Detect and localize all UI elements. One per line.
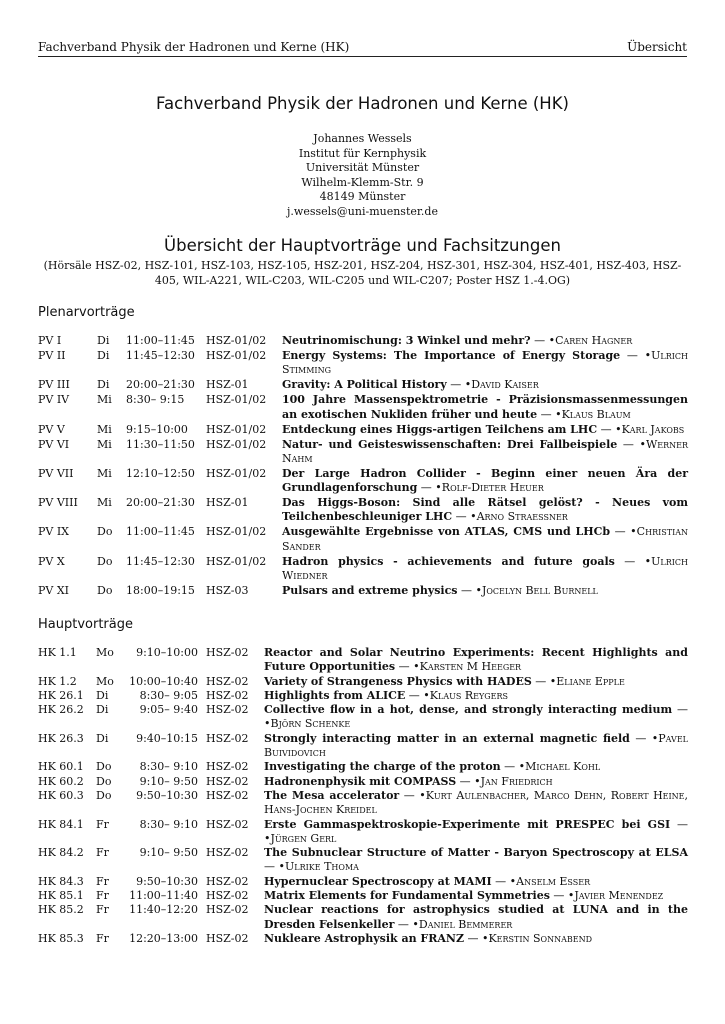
speaker-separator: — •: [491, 874, 517, 888]
talk-title: Collective flow in a hot, dense, and strongly interacting medium: [264, 703, 673, 717]
session-room: HSZ-02: [206, 760, 249, 774]
session-time: 9:10–10:00: [136, 646, 198, 659]
talk-title: Energy Systems: The Importance of Energy Storage: [282, 348, 621, 362]
haupt-row: [38, 675, 688, 689]
talk-title: Pulsars and extreme physics: [282, 583, 458, 597]
talk-entry: [282, 423, 688, 437]
speaker-separator: — •: [549, 889, 575, 903]
session-id: PV X: [38, 554, 65, 568]
session-day: Fr: [96, 817, 109, 831]
talk-entry: [282, 584, 688, 598]
session-day: Di: [97, 348, 110, 362]
haupt-row: [38, 646, 688, 675]
session-room: HSZ-01/02: [206, 348, 267, 362]
talk-title: Der Large Hadron Collider - Beginn einer neuen Ära der Grundlagenforschung: [282, 466, 688, 495]
speaker-name: David Kaiser: [471, 378, 539, 392]
talk-entry: [264, 889, 688, 903]
speaker-separator: — •: [405, 688, 430, 702]
address-line: Institut für Kernphysik: [298, 146, 427, 160]
talk-title: Hypernuclear Spectroscopy at MAMI: [264, 874, 492, 888]
session-day: Mi: [97, 393, 112, 407]
plenar-row: [38, 525, 688, 554]
speaker-name: Javier Menendez: [574, 889, 664, 903]
talk-title: Hadron physics - achievements and future goals: [282, 554, 615, 568]
talk-entry: [264, 903, 688, 932]
talk-entry: [282, 438, 688, 467]
session-id: HK 1.1: [38, 646, 77, 659]
session-room: HSZ-02: [206, 903, 249, 917]
plenar-row: [38, 496, 688, 525]
talk-title: The Subnuclear Structure of Matter - Baryon Spectroscopy at ELSA: [264, 846, 688, 860]
talk-title: Strongly interacting matter in an external magnetic field: [264, 731, 630, 745]
talk-entry: [264, 689, 688, 703]
session-time: 8:30– 9:05: [139, 688, 198, 702]
running-header-left: Fachverband Physik der Hadronen und Kerne (HK): [38, 40, 350, 54]
session-time: 11:45–12:30: [126, 348, 195, 362]
speaker-separator: — •: [264, 703, 688, 731]
talk-title: Das Higgs-Boson: Sind alle Rätsel gelöst? - Neues vom Teilchenbeschleuniger LHC: [282, 496, 688, 524]
address-block: [0, 132, 725, 220]
speaker-name: Kerstin Sonnabend: [488, 931, 593, 945]
session-time: 9:50–10:30: [136, 788, 198, 802]
session-id: HK 84.1: [38, 817, 84, 831]
session-day: Fr: [96, 903, 109, 917]
plenar-row: [38, 349, 688, 378]
session-time: 11:30–11:50: [126, 437, 195, 451]
speaker-separator: — •: [500, 760, 526, 774]
haupt-row: [38, 846, 688, 875]
session-room: HSZ-02: [206, 931, 249, 945]
session-day: Do: [97, 583, 113, 597]
session-room: HSZ-02: [206, 646, 249, 659]
session-id: HK 85.3: [38, 931, 84, 945]
speaker-name: Ulrich Wiedner: [282, 554, 688, 582]
speaker-separator: — •: [394, 917, 419, 931]
address-email: j.wessels@uni-muenster.de: [287, 204, 438, 218]
session-room: HSZ-01/02: [206, 466, 267, 480]
session-id: HK 26.2: [38, 703, 84, 717]
session-time: 20:00–21:30: [126, 496, 195, 510]
session-time: 9:40–10:15: [136, 731, 198, 745]
speaker-name: Arno Straessner: [476, 510, 568, 524]
session-day: Mi: [97, 437, 112, 451]
talk-title: Matrix Elements for Fundamental Symmetries: [264, 889, 550, 903]
overview-title: Übersicht der Hauptvorträge und Fachsitzungen: [164, 236, 561, 255]
document-title: Fachverband Physik der Hadronen und Kerne (HK): [156, 94, 569, 113]
speaker-name: Klaus Reygers: [429, 688, 508, 702]
session-room: HSZ-01/02: [206, 437, 267, 451]
talk-entry: [264, 789, 688, 818]
speaker-name: Daniel Bemmerer: [418, 917, 513, 931]
talk-entry: [282, 349, 688, 378]
session-id: HK 60.3: [38, 788, 84, 802]
speaker-name: Christian Sander: [282, 525, 689, 553]
session-room: HSZ-02: [206, 674, 249, 688]
haupt-row: [38, 932, 688, 946]
section-heading-haupt: Hauptvorträge: [38, 617, 133, 632]
session-day: Di: [97, 378, 110, 392]
speaker-separator: — •: [417, 481, 442, 495]
session-room: HSZ-02: [206, 846, 249, 860]
session-time: 8:30– 9:10: [139, 817, 198, 831]
haupt-row: [38, 760, 688, 774]
session-day: Do: [96, 760, 112, 774]
speaker-separator: — •: [399, 788, 426, 802]
session-day: Do: [97, 525, 113, 539]
session-time: 11:00–11:45: [126, 525, 195, 539]
session-id: PV VI: [38, 437, 70, 451]
session-id: PV VII: [38, 466, 74, 480]
haupt-row: [38, 689, 688, 703]
haupt-row: [38, 775, 688, 789]
session-id: PV III: [38, 378, 70, 392]
session-day: Fr: [96, 874, 109, 888]
talk-title: Erste Gammaspektroskopie-Experimente mit PRESPEC bei GSI: [264, 817, 671, 831]
talk-title: Natur- und Geisteswissenschaften: Drei Fallbeispiele: [282, 437, 618, 451]
session-time: 8:30– 9:15: [126, 393, 185, 407]
session-id: PV IV: [38, 393, 70, 407]
session-time: 18:00–19:15: [126, 583, 195, 597]
talk-entry: [264, 703, 688, 732]
talk-title: Highlights from ALICE: [264, 688, 406, 702]
speaker-name: Jan Friedrich: [480, 774, 553, 788]
speaker-name: Michael Kohl: [525, 760, 601, 774]
session-room: HSZ-01/02: [206, 422, 267, 436]
session-time: 9:05– 9:40: [139, 703, 198, 717]
speaker-name: Björn Schenke: [270, 717, 351, 731]
session-time: 11:00–11:40: [129, 889, 198, 903]
session-id: HK 26.1: [38, 688, 84, 702]
header-rule: [38, 56, 687, 57]
speaker-separator: — •: [264, 817, 688, 845]
talk-entry: [264, 875, 688, 889]
plenar-row: [38, 555, 688, 584]
speaker-name: Jocelyn Bell Burnell: [481, 583, 598, 597]
talk-title: Variety of Strangeness Physics with HADES: [264, 674, 532, 688]
speaker-separator: — •: [446, 378, 472, 392]
session-room: HSZ-02: [206, 817, 249, 831]
speaker-name: Werner Nahm: [282, 437, 689, 465]
session-room: HSZ-02: [206, 874, 249, 888]
speaker-separator: — •: [452, 510, 477, 524]
talk-entry: [264, 818, 688, 847]
speaker-separator: — •: [620, 348, 652, 362]
talk-title: Entdeckung eines Higgs-artigen Teilchens am LHC: [282, 422, 598, 436]
speaker-name: Pavel Buividovich: [264, 731, 688, 760]
session-time: 11:45–12:30: [126, 554, 195, 568]
session-day: Di: [96, 688, 109, 702]
session-time: 11:40–12:20: [129, 903, 198, 917]
speaker-separator: — •: [457, 583, 482, 597]
haupt-row: [38, 732, 688, 761]
speaker-name: Jürgen Gerl: [270, 831, 337, 845]
address-line: 48149 Münster: [319, 190, 406, 204]
haupt-row: [38, 703, 688, 732]
session-id: HK 85.1: [38, 889, 84, 903]
haupt-table: [38, 646, 688, 946]
speaker-separator: — •: [610, 525, 637, 539]
talk-title: Ausgewählte Ergebnisse von ATLAS, CMS und LHCb: [282, 525, 611, 539]
session-day: Mi: [97, 422, 112, 436]
session-day: Mo: [96, 674, 114, 688]
session-id: HK 84.2: [38, 846, 84, 860]
talk-title: Nukleare Astrophysik an FRANZ: [264, 931, 464, 945]
talk-entry: [282, 555, 688, 584]
speaker-separator: — •: [537, 407, 562, 421]
speaker-name: Kurt Aulenbacher, Marco Dehn, Robert Heine, Hans-Jochen Kreidel: [264, 788, 688, 817]
plenar-row: [38, 334, 688, 348]
speaker-name: Ulrike Thoma: [285, 860, 359, 874]
session-time: 9:10– 9:50: [139, 846, 198, 860]
talk-entry: [264, 646, 688, 675]
speaker-separator: — •: [614, 554, 652, 568]
session-room: HSZ-02: [206, 731, 249, 745]
session-room: HSZ-01/02: [206, 334, 267, 347]
session-room: HSZ-02: [206, 688, 249, 702]
session-day: Fr: [96, 889, 109, 903]
speaker-name: Rolf-Dieter Heuer: [441, 481, 544, 495]
talk-entry: [264, 775, 688, 789]
talk-title: Neutrinomischung: 3 Winkel und mehr?: [282, 334, 531, 347]
speaker-separator: — •: [456, 774, 481, 788]
session-day: Di: [96, 703, 109, 717]
haupt-row: [38, 889, 688, 903]
session-day: Do: [97, 554, 113, 568]
speaker-separator: — •: [597, 422, 622, 436]
speaker-separator: — •: [463, 931, 489, 945]
session-time: 9:50–10:30: [136, 874, 198, 888]
session-id: PV XI: [38, 583, 70, 597]
session-room: HSZ-03: [206, 583, 249, 597]
plenar-table: [38, 334, 688, 599]
running-header-right: Übersicht: [627, 40, 687, 54]
session-room: HSZ-01/02: [206, 393, 267, 407]
session-room: HSZ-01: [206, 378, 249, 392]
session-time: 20:00–21:30: [126, 378, 195, 392]
talk-title: Gravity: A Political History: [282, 378, 447, 392]
session-day: Mo: [96, 646, 114, 659]
speaker-separator: — •: [264, 860, 285, 874]
session-room: HSZ-01: [206, 496, 249, 510]
talk-title: Hadronenphysik mit COMPASS: [264, 774, 457, 788]
plenar-row: [38, 423, 688, 437]
plenar-row: [38, 584, 688, 598]
session-time: 10:00–10:40: [129, 674, 198, 688]
speaker-name: Karl Jakobs: [621, 422, 685, 436]
session-time: 9:10– 9:50: [139, 774, 198, 788]
speaker-separator: — •: [629, 731, 659, 745]
session-day: Do: [96, 788, 112, 802]
talk-title: The Mesa accelerator: [264, 788, 400, 802]
session-id: HK 60.1: [38, 760, 84, 774]
session-room: HSZ-02: [206, 703, 249, 717]
speaker-name: Eliane Epple: [556, 674, 625, 688]
address-line: Wilhelm-Klemm-Str. 9: [301, 175, 424, 189]
speaker-name: Karsten M Heeger: [419, 660, 522, 674]
session-day: Mi: [97, 496, 112, 510]
session-id: PV V: [38, 422, 65, 436]
session-room: HSZ-01/02: [206, 525, 267, 539]
talk-entry: [264, 732, 688, 761]
session-id: HK 84.3: [38, 874, 84, 888]
talk-entry: [282, 378, 688, 392]
address-line: Johannes Wessels: [313, 132, 412, 145]
session-day: Fr: [96, 846, 109, 860]
session-time: 9:15–10:00: [126, 422, 188, 436]
talk-entry: [282, 334, 688, 348]
session-room: HSZ-02: [206, 889, 249, 903]
talk-entry: [282, 393, 688, 422]
session-time: 11:00–11:45: [126, 334, 195, 347]
session-day: Mi: [97, 466, 112, 480]
address-line: Universität Münster: [305, 161, 420, 175]
speaker-name: Klaus Blaum: [561, 407, 631, 421]
talk-entry: [282, 496, 688, 525]
overview-subtitle: (Hörsäle HSZ-02, HSZ-101, HSZ-103, HSZ-105, HSZ-201, HSZ-204, HSZ-301, HSZ-304, HSZ-401, HSZ-403, HSZ-405, WIL-A221, WIL-C203, WIL-C205 und WIL-C207; Poster HSZ 1.-4.OG): [43, 259, 682, 287]
session-day: Di: [97, 334, 110, 347]
talk-title: Nuclear reactions for astrophysics studied at LUNA and in the Dresden Felsenkeller: [264, 903, 688, 931]
session-day: Fr: [96, 931, 109, 945]
speaker-separator: — •: [617, 437, 646, 451]
plenar-row: [38, 438, 688, 467]
speaker-name: Anselm Esser: [516, 874, 591, 888]
session-id: PV IX: [38, 525, 70, 539]
talk-entry: [282, 467, 688, 496]
speaker-separator: — •: [395, 660, 420, 674]
speaker-separator: — •: [531, 674, 557, 688]
session-room: HSZ-02: [206, 774, 249, 788]
session-time: 12:20–13:00: [129, 931, 198, 945]
talk-entry: [264, 846, 688, 875]
session-id: HK 60.2: [38, 774, 84, 788]
session-id: PV II: [38, 348, 66, 362]
talk-title: Investigating the charge of the proton: [264, 760, 501, 774]
haupt-row: [38, 818, 688, 847]
session-id: PV VIII: [38, 496, 78, 510]
speaker-separator: — •: [530, 334, 556, 347]
section-heading-plenar: Plenarvorträge: [38, 305, 135, 320]
session-time: 12:10–12:50: [126, 466, 195, 480]
session-day: Do: [96, 774, 112, 788]
plenar-row: [38, 467, 688, 496]
session-room: HSZ-01/02: [206, 554, 267, 568]
session-id: HK 26.3: [38, 731, 84, 745]
session-id: HK 85.2: [38, 903, 84, 917]
talk-entry: [264, 760, 688, 774]
talk-entry: [264, 675, 688, 689]
session-room: HSZ-02: [206, 788, 249, 802]
speaker-name: Ulrich Stimming: [282, 348, 689, 377]
talk-entry: [282, 525, 688, 554]
plenar-row: [38, 393, 688, 422]
session-id: HK 1.2: [38, 674, 77, 688]
talk-title: Reactor and Solar Neutrino Experiments: Recent Highlights and Future Opportunities: [264, 646, 688, 674]
plenar-row: [38, 378, 688, 392]
haupt-row: [38, 903, 688, 932]
session-day: Di: [96, 731, 109, 745]
haupt-row: [38, 875, 688, 889]
session-id: PV I: [38, 334, 62, 347]
speaker-name: Caren Hagner: [555, 334, 633, 347]
talk-title: 100 Jahre Massenspektrometrie - Präzisionsmassenmessungen an exotischen Nukliden früher und heute: [282, 393, 688, 421]
talk-entry: [264, 932, 688, 946]
running-header: [38, 40, 687, 56]
haupt-row: [38, 789, 688, 818]
session-time: 8:30– 9:10: [139, 760, 198, 774]
